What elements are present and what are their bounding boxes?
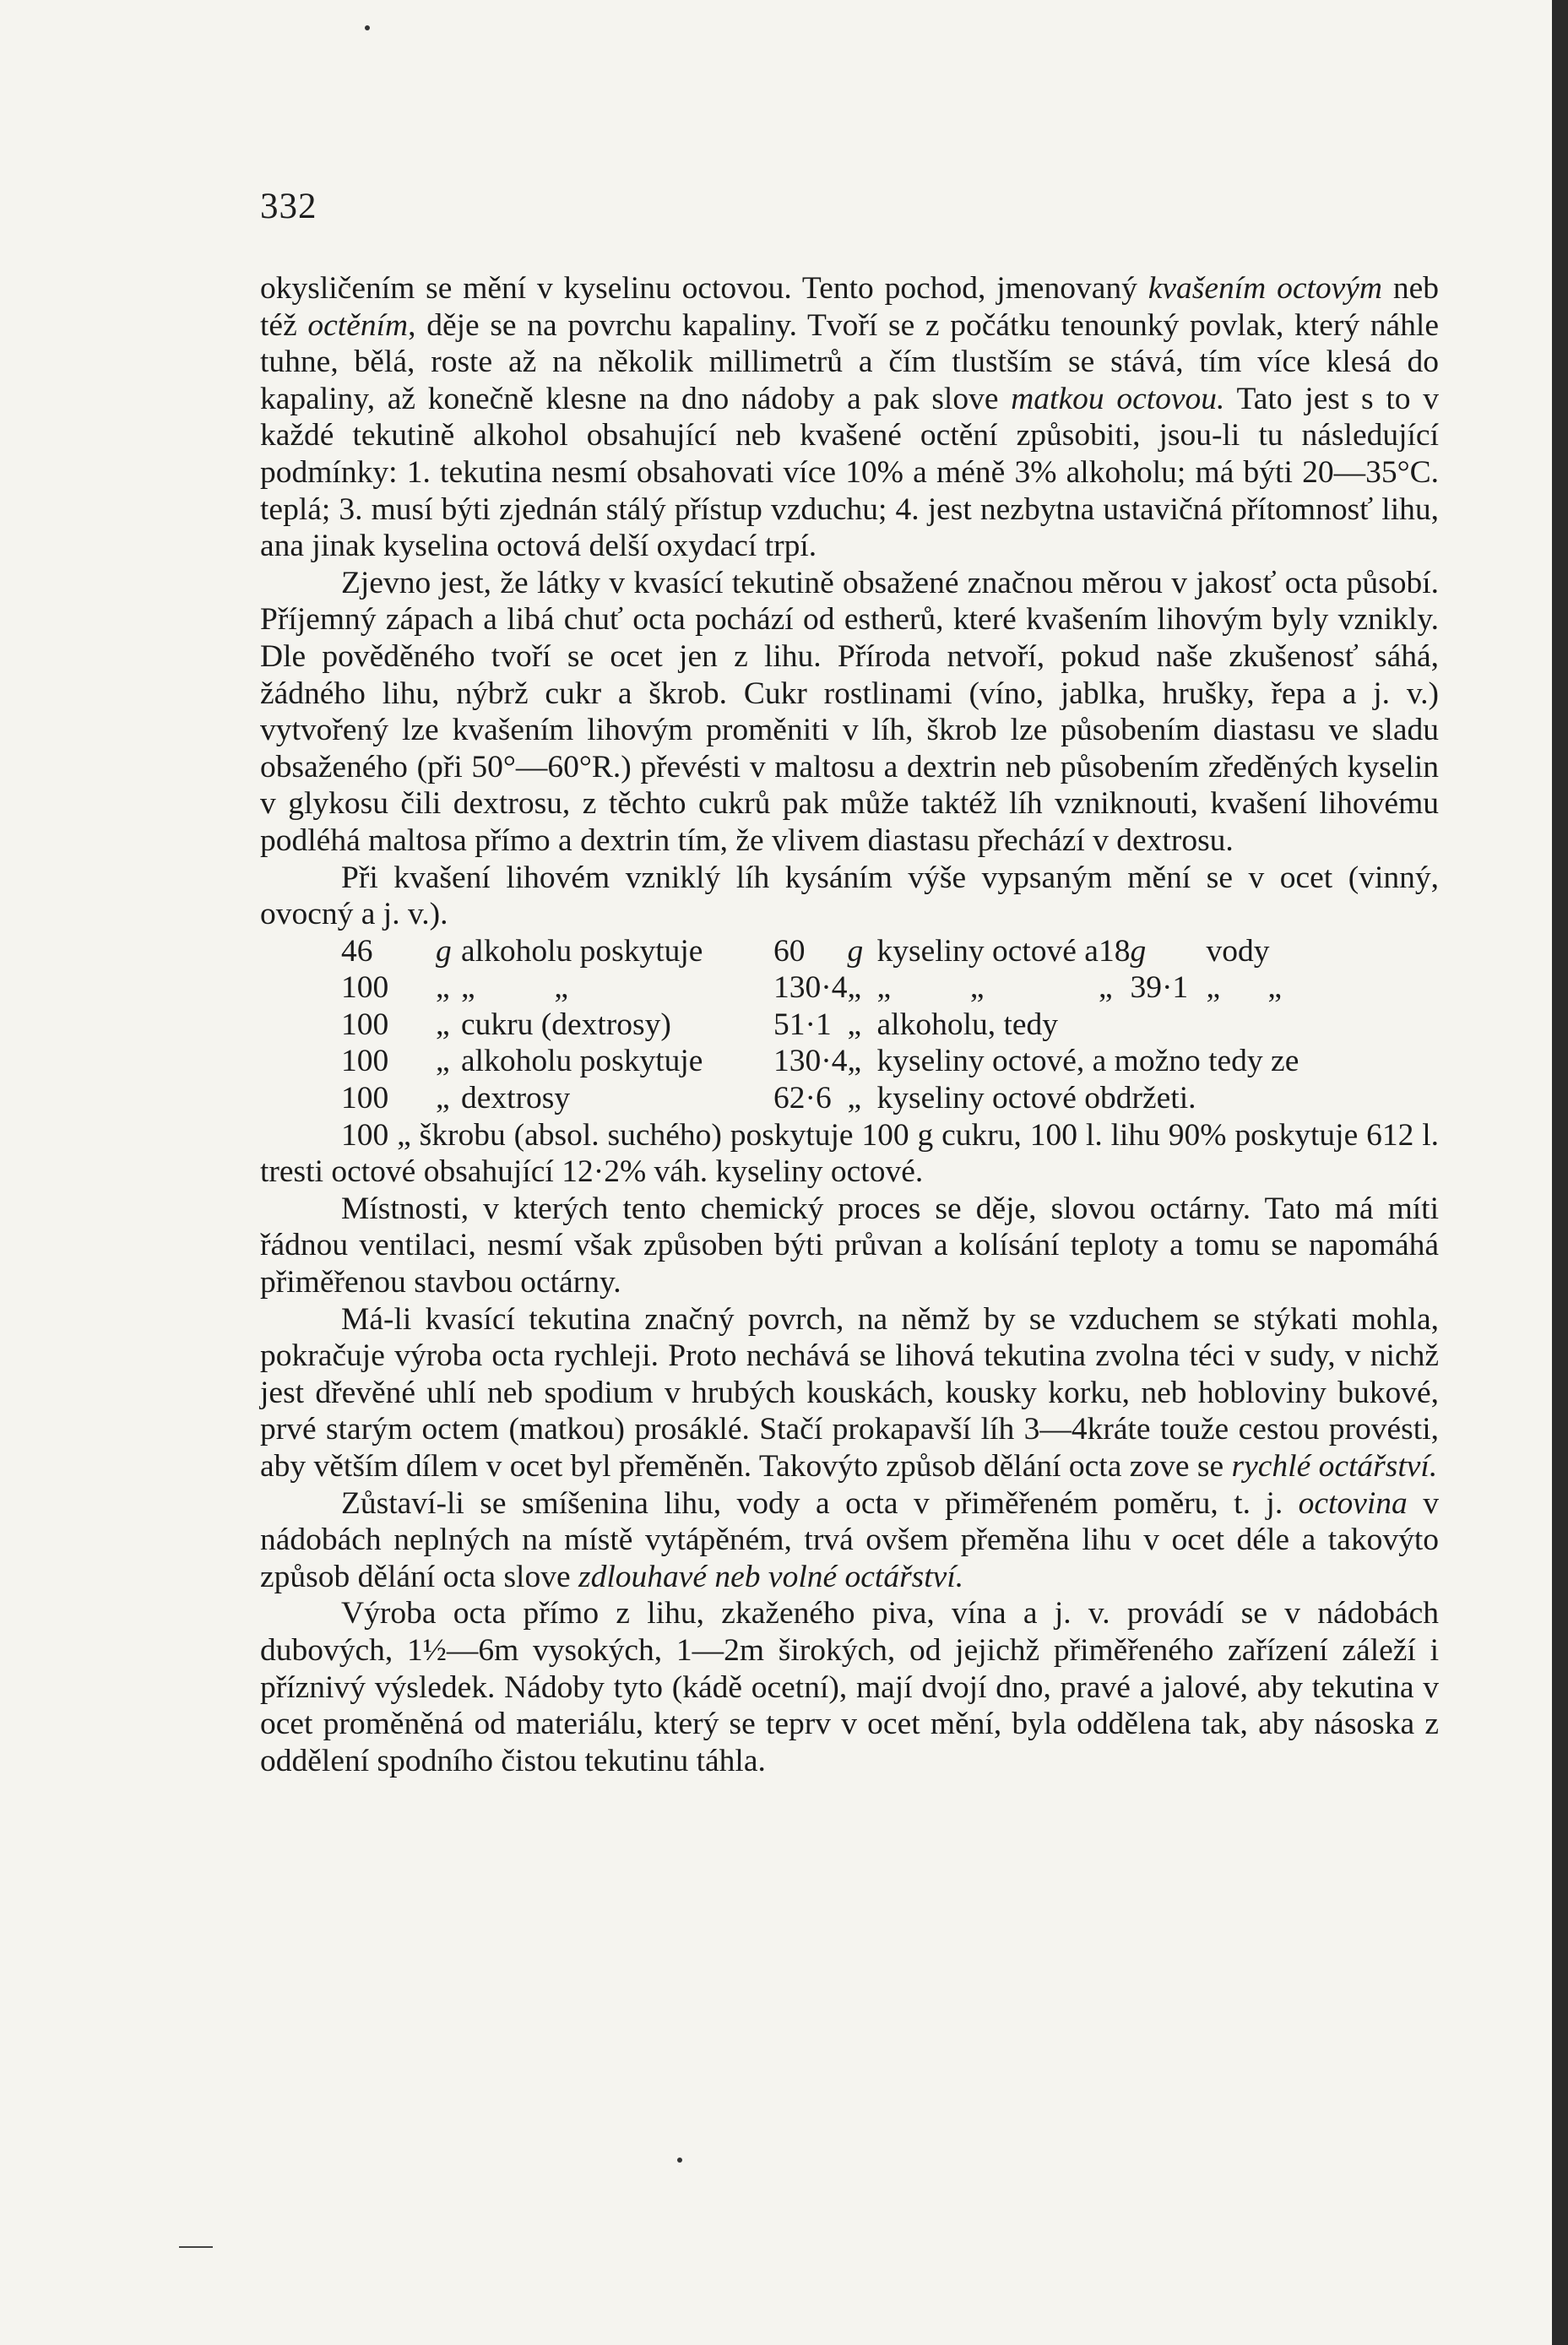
paragraph-2: Zjevno jest, že látky v kvasící tekutině obsažené značnou měrou v jakosť octa působí. Příjemný zápach a libá chuť octa pochází od estherů, které kvašením lihovým byly vznikly. Dle pověděného tvoří se ocet jen z lihu. Příroda netvoří, pokud naše zkušenosť sáhá, žádného lihu, nýbrž cukr a škrob. Cukr rostlinami (víno, jablka, hrušky, řepa a j. v.) vytvořený lze kvašením lihovým proměniti v líh, škrob lze působením diastasu ve sladu obsaženého (při 50°—60°R.) převésti v maltosu a dextrin neb působením zředěných kyselin v glykosu čili dextrosu, z těchto cukrů pak může taktéž líh vzniknouti, kvašení lihovému podléhá maltosa přímo a dextrin tím, že vlivem diastasu přechází v dextrosu. xyxy=(260,565,1439,858)
paragraph-7: Zůstaví-li se smíšenina lihu, vody a octa v přiměřeném poměru, t. j. octovina v nádobách neplných na místě vytápěném, trvá ovšem přeměna lihu v ocet déle a takovýto způsob dělání octa slove zdlouhavé neb volné octářství. xyxy=(260,1485,1439,1594)
table-row: 100 „ „ „ 130·4 „ „ „ „ 39·1 „ „ xyxy=(341,970,1282,1006)
paragraph-3: Při kvašení lihovém vzniklý líh kysáním výše vypsaným mění se v ocet (vinný, ovocný a j. v.). xyxy=(260,860,1439,932)
paragraph-4: 100 „ škrobu (absol. suchého) poskytuje 100 g cukru, 100 l. lihu 90% poskytuje 612 l. tresti octové obsahující 12·2% váh. kyseliny octové. xyxy=(260,1117,1439,1190)
term-octovina: octovina xyxy=(1298,1485,1408,1521)
conversion-table xyxy=(260,933,1299,1117)
page-number: 332 xyxy=(260,187,317,226)
term-matkou-octovou: matkou octovou. xyxy=(1011,381,1225,416)
term-octenim: octěním xyxy=(307,307,409,343)
paragraph-5: Místnosti, v kterých tento chemický proces se děje, slovou octárny. Tato má míti řádnou ventilaci, nesmí však způsoben býti průvan a kolísání teploty a tomu se napomáhá přiměřenou stavbou octárny. xyxy=(260,1191,1439,1300)
table-row: 100 „ alkoholu poskytuje 130·4 „ kyseliny octové, a možno tedy ze xyxy=(341,1044,1299,1079)
body-text xyxy=(260,270,1439,1779)
paragraph-6: Má-li kvasící tekutina značný povrch, na němž by se vzduchem se stýkati mohla, pokračuje výroba octa rychleji. Proto nechává se lihová tekutina zvolna téci v sudy, v nichž jest dřevěné uhlí neb spodium v hrubých kouskách, kousky korku, neb hobloviny bukové, prvé starým octem (matkou) prosáklé. Stačí prokapavší líh 3—4kráte touže cestou provésti, aby větším dílem v ocet byl přeměněn. Takovýto způsob dělání octa zove se rychlé octářství. xyxy=(260,1301,1439,1484)
page-edge xyxy=(1552,0,1568,2345)
table-row: 100 „ cukru (dextrosy) 51·1 „ alkoholu, tedy xyxy=(341,1007,1059,1042)
paragraph-1: okysličením se mění v kyselinu octovou. Tento pochod, jmenovaný kvašením octovým neb též octěním, děje se na povrchu kapaliny. Tvoří se z počátku tenounký povlak, který náhle tuhne, bělá, roste až na několik millimetrů a čím tlustším se stává, tím více klesá do kapaliny, až konečně klesne na dno nádoby a pak slove matkou octovou. Tato jest s to v každé tekutině alkohol obsahující neb kvašené octění způsobiti, jsou-li tu následující podmínky: 1. tekutina nesmí obsahovati více 10% a méně 3% alkoholu; má býti 20—35°C. teplá; 3. musí býti zjednán stálý přístup vzduchu; 4. jest nezbytna ustavičná přítomnosť lihu, ana jinak kyselina octová delší oxydací trpí. xyxy=(260,271,1440,564)
paragraph-8: Výroba octa přímo z lihu, zkaženého piva, vína a j. v. provádí se v nádobách dubových, 1½—6m vysokých, 1—2m širokých, od jejichž přiměřeného zařízení záleží i příznivý výsledek. Nádoby tyto (kádě ocetní), mají dvojí dno, pravé a jalové, aby tekutina v ocet proměněná od materiálu, který se teprv v ocet mění, byla oddělena tak, aby násoska z oddělení spodního čistou tekutinu táhla. xyxy=(260,1596,1439,1778)
term-rychle-octarstvi: rychlé octářství. xyxy=(1231,1449,1438,1484)
scan-speck xyxy=(365,25,370,30)
table-row: 100 „ dextrosy 62·6 „ kyseliny octové obdržeti. xyxy=(341,1081,1196,1116)
term-zdlouhave-octarstvi: zdlouhavé neb volné octářství. xyxy=(578,1559,964,1594)
scan-speck xyxy=(179,2246,213,2248)
term-kvaseni-octovym: kvašením octovým xyxy=(1148,271,1383,306)
scan-speck xyxy=(677,2158,682,2163)
table-row: 46 g alkoholu poskytuje 60 g kyseliny octové a 18 g vody xyxy=(341,933,1270,969)
